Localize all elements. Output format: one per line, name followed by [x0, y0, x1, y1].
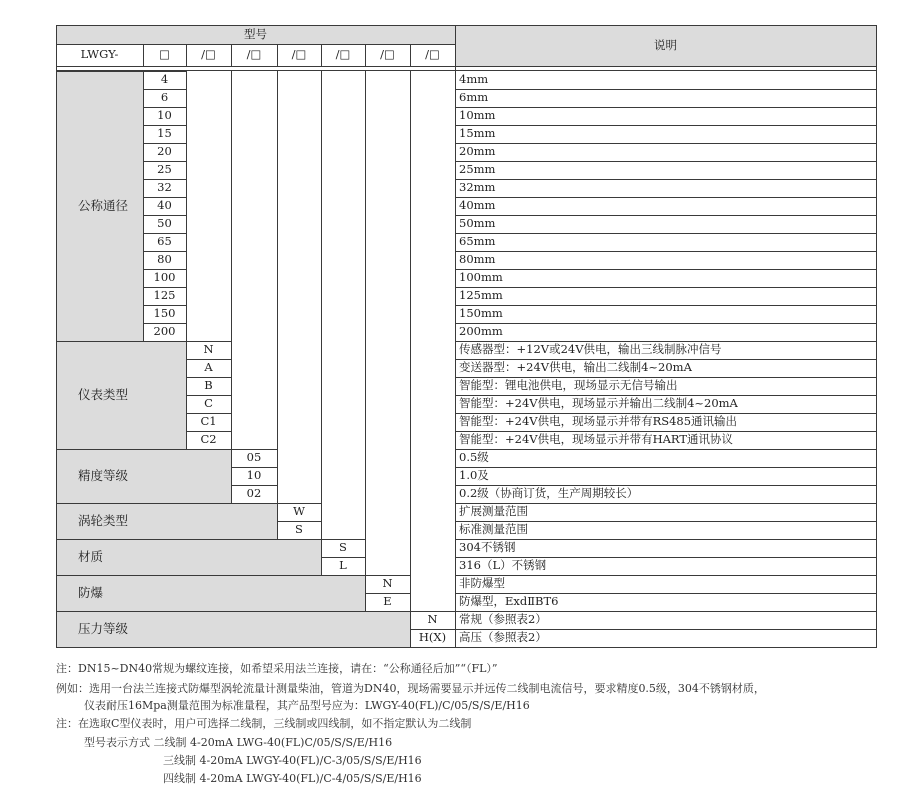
table-rule	[56, 66, 877, 67]
table-rule	[143, 71, 144, 342]
table-rule	[56, 503, 322, 504]
table-rule	[321, 71, 322, 540]
option-description: 65mm	[459, 234, 496, 249]
option-description: 防爆型，ExdⅡBT6	[459, 594, 559, 609]
option-description: 常规（参照表2）	[459, 612, 547, 627]
note-line-3: 仪表耐压16Mpa测量范围为标准量程，其产品型号应为：LWGY-40(FL)/C/05/S/S/E/H16	[84, 699, 530, 712]
option-description: 0.2级（协商订货，生产周期较长）	[459, 486, 639, 501]
model-prefix: LWGY-	[80, 47, 119, 62]
option-code: 10	[157, 108, 172, 123]
option-code: 65	[157, 234, 172, 249]
option-description: 80mm	[459, 252, 496, 267]
option-description: 125mm	[459, 288, 503, 303]
option-code: 125	[153, 288, 176, 303]
option-description: 20mm	[459, 144, 496, 159]
group-label: 材质	[56, 539, 321, 575]
option-description: 15mm	[459, 126, 496, 141]
option-description: 100mm	[459, 270, 503, 285]
model-header: 型号	[56, 25, 455, 44]
option-description: 智能型：+24V供电，现场显示并输出二线制4~20mA	[459, 396, 738, 411]
model-slot-label: /□	[246, 47, 262, 62]
option-code: 20	[157, 144, 172, 159]
option-code: L	[339, 558, 347, 573]
note-line-4: 注：在选取C型仪表时，用户可选择二线制，三线制或四线制，如不指定默认为二线制	[56, 717, 472, 730]
option-code: C	[204, 396, 213, 411]
option-code: B	[204, 378, 213, 393]
note-line-6: 三线制 4-20mA LWGY-40(FL)/C-3/05/S/S/E/H16	[163, 754, 422, 767]
option-code: C1	[200, 414, 217, 429]
option-code: 100	[153, 270, 176, 285]
option-code: N	[427, 612, 438, 627]
description-header: 说明	[455, 25, 876, 66]
option-description: 10mm	[459, 108, 496, 123]
table-rule	[56, 71, 187, 72]
option-code: S	[295, 522, 303, 537]
option-code: 25	[157, 162, 172, 177]
table-rule	[231, 449, 232, 504]
note-line-7: 四线制 4-20mA LWGY-40(FL)/C-4/05/S/S/E/H16	[163, 772, 422, 785]
option-code: 40	[157, 198, 172, 213]
option-description: 0.5级	[459, 450, 489, 465]
group-label: 涡轮类型	[56, 503, 277, 539]
table-rule	[56, 611, 456, 612]
note-line-5: 型号表示方式 二线制 4-20mA LWG-40(FL)C/05/S/S/E/H16	[84, 736, 393, 749]
table-rule	[277, 44, 278, 67]
note-line-2: 例如：选用一台法兰连接式防爆型涡轮流量计测量柴油，管道为DN40，现场需要显示并远传二线制电流信号，要求精度0.5级，304不锈钢材质，	[56, 682, 765, 695]
table-rule	[56, 539, 366, 540]
option-description: 40mm	[459, 198, 496, 213]
option-code: 200	[153, 324, 176, 339]
option-description: 4mm	[459, 72, 489, 87]
option-description: 智能型：+24V供电，现场显示并带有HART通讯协议	[459, 432, 734, 447]
option-description: 传感器型：+12V或24V供电，输出三线制脉冲信号	[459, 342, 722, 357]
table-rule	[365, 44, 366, 67]
option-description: 1.0及	[459, 468, 489, 483]
option-description: 316（L）不锈钢	[459, 558, 547, 573]
option-code: 32	[157, 180, 172, 195]
table-rule	[876, 25, 877, 648]
option-description: 智能型：锂电池供电，现场显示无信号输出	[459, 378, 678, 393]
table-rule	[410, 44, 411, 67]
table-rule	[186, 44, 187, 67]
option-description: 智能型：+24V供电，现场显示并带有RS485通讯输出	[459, 414, 738, 429]
option-code: 10	[246, 468, 262, 483]
option-code: N	[203, 342, 214, 357]
group-label: 压力等级	[56, 611, 410, 647]
option-code: W	[293, 504, 305, 519]
model-slot-label: /□	[201, 47, 216, 62]
table-rule	[186, 71, 187, 342]
table-rule	[56, 341, 232, 342]
option-code: E	[383, 594, 392, 609]
table-rule	[277, 503, 278, 540]
option-description: 变送器型：+24V供电，输出二线制4~20mA	[459, 360, 692, 375]
option-code: 02	[246, 486, 262, 501]
group-label: 仪表类型	[56, 341, 186, 449]
option-description: 50mm	[459, 216, 496, 231]
group-label: 防爆	[56, 575, 365, 611]
table-rule	[231, 71, 232, 450]
table-rule	[365, 71, 366, 576]
option-code: 4	[160, 72, 169, 87]
model-slot-label: /□	[380, 47, 395, 62]
table-rule	[410, 71, 411, 612]
table-rule	[56, 575, 411, 576]
table-rule	[321, 44, 322, 67]
option-code: C2	[200, 432, 217, 447]
table-rule	[455, 71, 456, 648]
table-rule	[186, 341, 187, 450]
model-slot-label: /□	[291, 47, 307, 62]
table-rule	[56, 25, 877, 26]
table-rule	[56, 25, 57, 648]
option-code: 6	[160, 90, 169, 105]
table-rule	[365, 575, 366, 612]
option-code: N	[382, 576, 393, 591]
option-description: 高压（参照表2）	[459, 630, 547, 645]
model-slot-label: /□	[425, 47, 440, 62]
option-description: 非防爆型	[459, 576, 505, 591]
table-rule	[231, 44, 232, 67]
table-rule	[321, 539, 322, 576]
option-code: S	[339, 540, 347, 555]
option-code: H(X)	[418, 630, 447, 645]
option-description: 304不锈钢	[459, 540, 516, 555]
option-description: 25mm	[459, 162, 496, 177]
table-rule	[56, 647, 456, 648]
note-line-1: 注：DN15~DN40常规为螺纹连接，如希望采用法兰连接，请在：“公称通径后加”“（FL）”	[56, 662, 498, 675]
table-rule	[410, 611, 411, 648]
option-description: 200mm	[459, 324, 503, 339]
option-description: 32mm	[459, 180, 496, 195]
option-code: A	[204, 360, 213, 375]
table-rule	[56, 449, 278, 450]
group-label: 公称通径	[56, 71, 143, 341]
option-code: 150	[153, 306, 176, 321]
option-description: 6mm	[459, 90, 489, 105]
table-rule	[56, 70, 877, 71]
option-description: 150mm	[459, 306, 503, 321]
model-slot-label: □	[159, 47, 170, 62]
group-label: 精度等级	[56, 449, 231, 503]
model-slot-label: /□	[335, 47, 351, 62]
option-code: 15	[157, 126, 172, 141]
option-description: 扩展测量范围	[459, 504, 528, 519]
option-code: 50	[157, 216, 172, 231]
option-description: 标准测量范围	[459, 522, 528, 537]
table-rule	[56, 44, 456, 45]
option-code: 80	[157, 252, 172, 267]
table-rule	[455, 647, 877, 648]
table-rule	[277, 71, 278, 504]
option-code: 05	[246, 450, 262, 465]
table-rule	[143, 44, 144, 67]
